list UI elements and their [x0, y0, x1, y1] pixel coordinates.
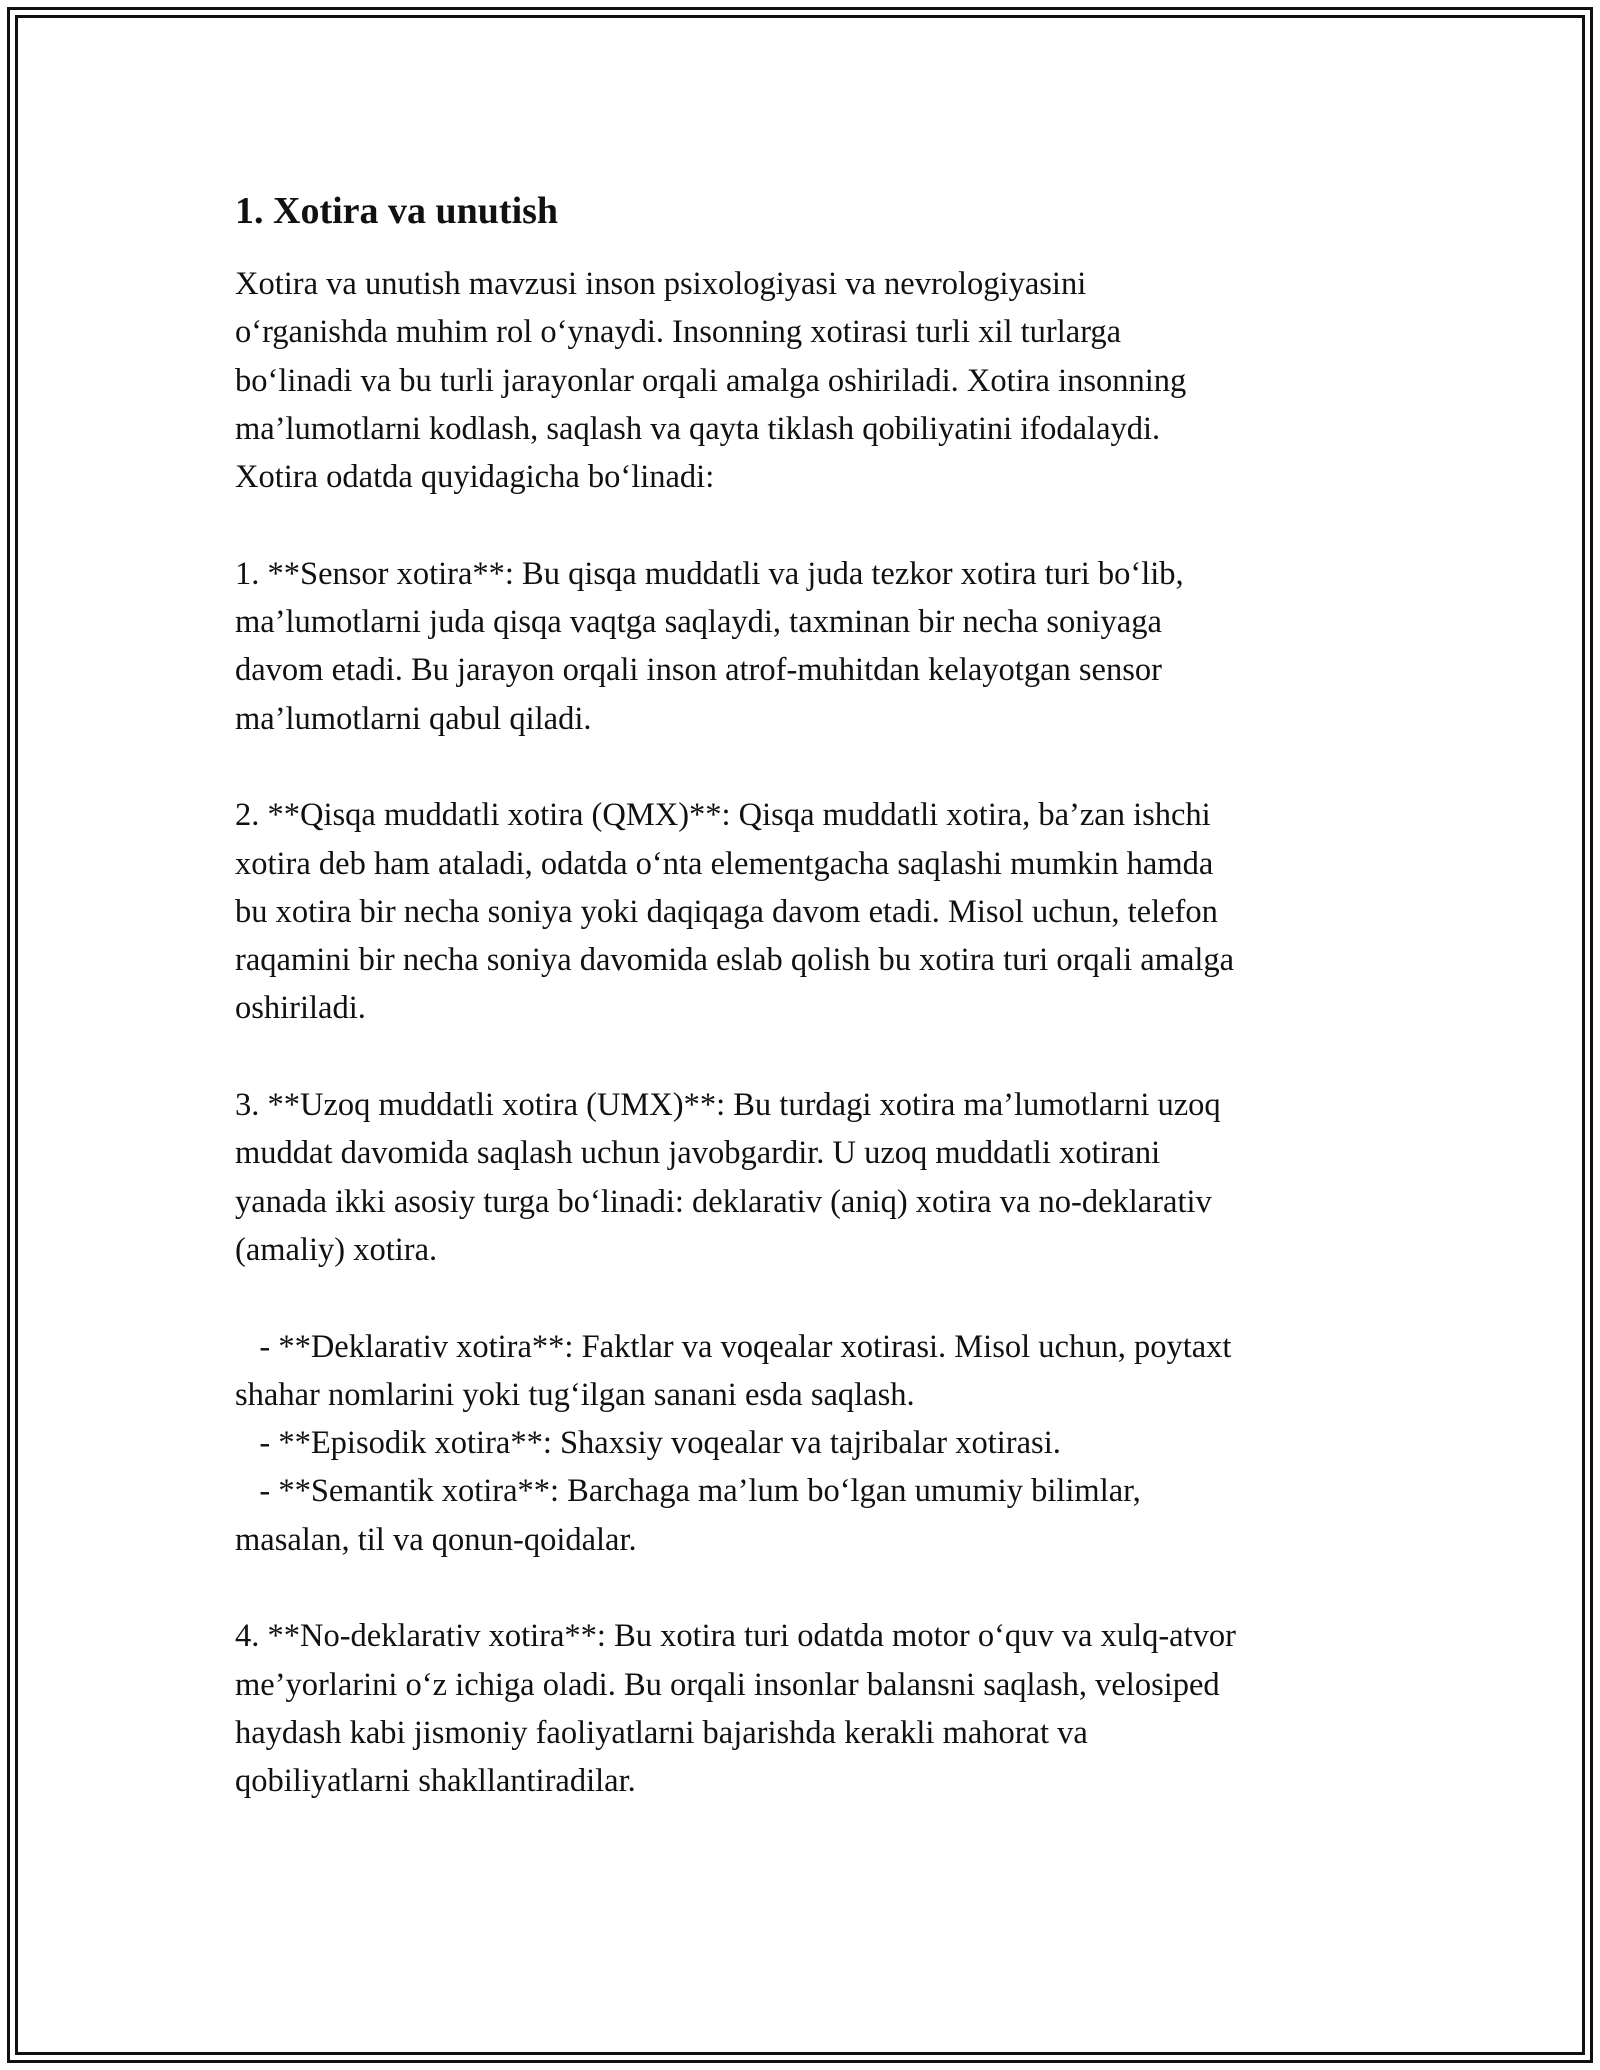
- section-title: 1. Xotira va unutish: [235, 190, 559, 232]
- long-term-memory-paragraph: 3. **Uzoq muddatli xotira (UMX)**: Bu turdagi xotira ma’lumotlarni uzoq muddat davomida saqlash uchun javobgardir. U uzoq muddatli xotirani yanada ikki asosiy turga bo‘linadi: deklarativ (aniq) xotira va no-deklarativ (amaliy) xotira.: [235, 1087, 1221, 1268]
- document-body: [235, 186, 1375, 1806]
- declarative-memory-list: - **Deklarativ xotira**: Faktlar va voqealar xotirasi. Misol uchun, poytaxt shahar nomlarini yoki tug‘ilgan sanani esda saqlash. - **Episodik xotira**: Shaxsiy voqealar va tajribalar xotirasi. - **Semantik xotira**: Barchaga ma’lum bo‘lgan umumiy bilimlar, masalan, til va qonun-qoidalar.: [235, 1328, 1232, 1558]
- paragraph-spacer: [235, 1274, 1375, 1322]
- paragraph-spacer: [235, 1033, 1375, 1081]
- intro-paragraph: Xotira va unutish mavzusi inson psixologiyasi va nevrologiyasini o‘rganishda muhim rol o‘ynaydi. Insonning xotirasi turli xil turlarga bo‘linadi va bu turli jarayonlar orqali amalga oshiriladi. Xotira insonning ma’lumotlarni kodlash, saqlash va qayta tiklash qobiliyatini ifodalaydi. Xotira odatda quyidagicha bo‘linadi:: [235, 266, 1187, 496]
- paragraph-spacer: [235, 743, 1375, 791]
- short-term-memory-paragraph: 2. **Qisqa muddatli xotira (QMX)**: Qisqa muddatli xotira, ba’zan ishchi xotira deb ham ataladi, odatda o‘nta elementgacha saqlashi mumkin hamda bu xotira bir necha soniya yoki daqiqaga davom etadi. Misol uchun, telefon raqamini bir necha soniya davomida eslab qolish bu xotira turi orqali amalga oshiriladi.: [235, 797, 1235, 1027]
- paragraph-spacer: [235, 1564, 1375, 1612]
- sensor-memory-paragraph: 1. **Sensor xotira**: Bu qisqa muddatli va juda tezkor xotira turi bo‘lib, ma’lumotlarni juda qisqa vaqtga saqlaydi, taxminan bir necha soniyaga davom etadi. Bu jarayon orqali inson atrof-muhitdan kelayotgan sensor ma’lumotlarni qabul qiladi.: [235, 555, 1184, 737]
- non-declarative-memory-paragraph: 4. **No-deklarativ xotira**: Bu xotira turi odatda motor o‘quv va xulq-atvor me’yorlarini o‘z ichiga oladi. Bu orqali insonlar balansni saqlash, velosiped haydash kabi jismoniy faoliyatlarni bajarishda kerakli mahorat va qobiliyatlarni shakllantiradilar.: [235, 1618, 1236, 1800]
- paragraph-spacer: [235, 501, 1375, 549]
